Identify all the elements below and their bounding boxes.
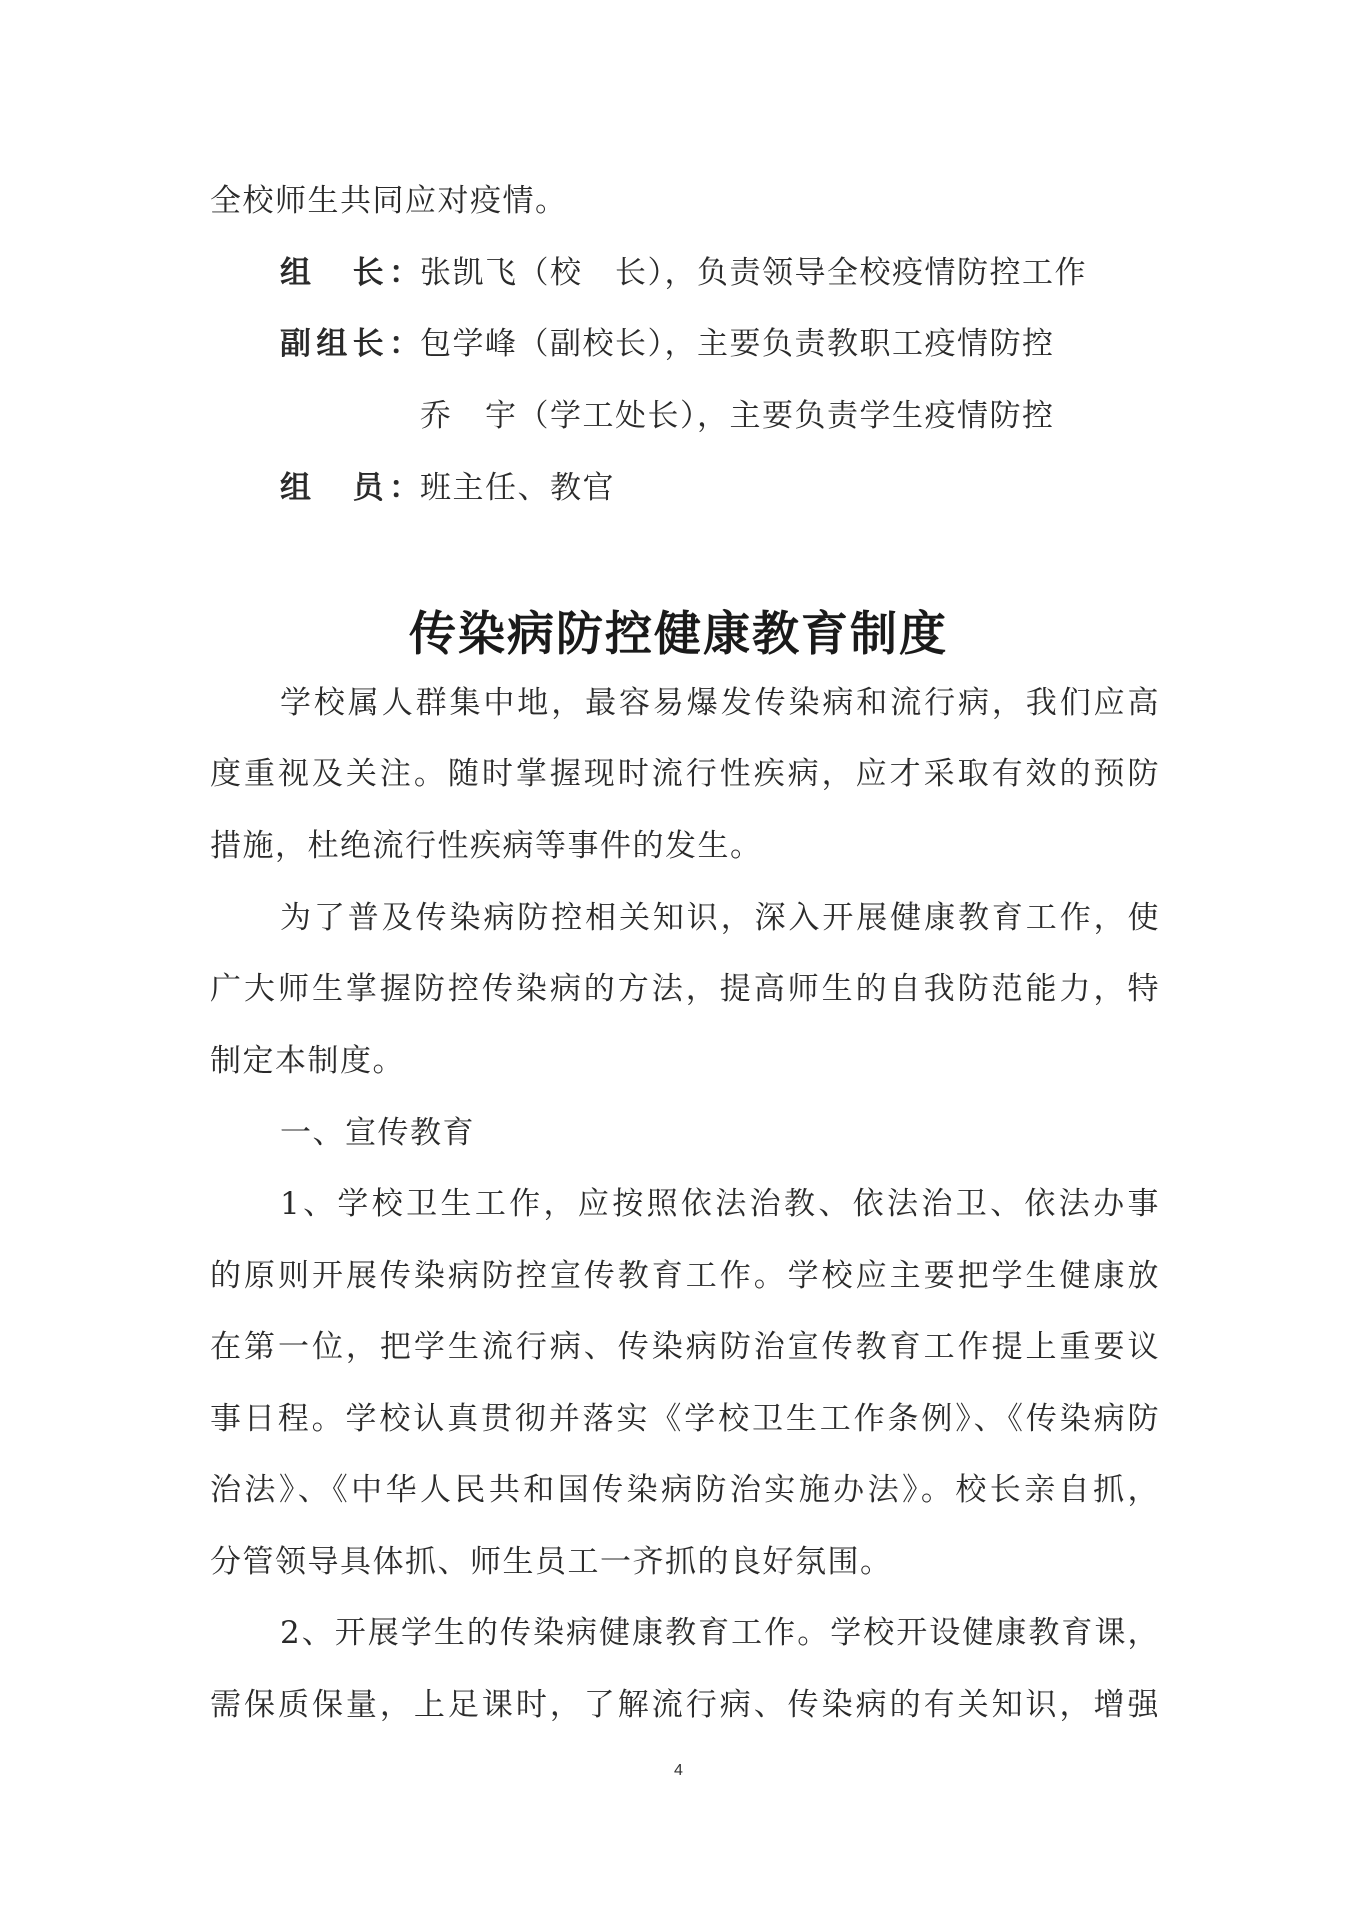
team-deputy-row xyxy=(280,324,1055,364)
p3-line-6: 分管领导具体抓、师生员工一齐抓的良好氛围。 xyxy=(210,1544,893,1580)
deputy-label: 副组长： xyxy=(280,326,420,362)
leader-label: 组 长： xyxy=(280,255,420,291)
team-deputy2-row xyxy=(280,396,1055,436)
p3-line-3: 在第一位，把学生流行病、传染病防治宣传教育工作提上重要议 xyxy=(210,1329,1160,1365)
page-number: 4 xyxy=(674,1762,683,1779)
deputy1-text: 包学峰（副校长），主要负责教职工疫情防控 xyxy=(420,326,1055,362)
p1-line-3: 措施，杜绝流行性疾病等事件的发生。 xyxy=(210,828,763,864)
member-text: 班主任、教官 xyxy=(420,470,615,506)
p1-line-2: 度重视及关注。随时掌握现时流行性疾病，应才采取有效的预防 xyxy=(210,756,1160,792)
p2-line-1: 为了普及传染病防控相关知识，深入开展健康教育工作，使 xyxy=(280,900,1160,936)
team-member-row xyxy=(280,468,615,508)
p4-line-1: 2、开展学生的传染病健康教育工作。学校开设健康教育课， xyxy=(280,1615,1160,1651)
p3-line-1: 1、学校卫生工作，应按照依法治教、依法治卫、依法办事 xyxy=(280,1186,1160,1222)
continuation-line: 全校师生共同应对疫情。 xyxy=(210,183,568,219)
team-leader-row xyxy=(280,253,1087,293)
p4-line-2: 需保质保量，上足课时，了解流行病、传染病的有关知识，增强 xyxy=(210,1687,1160,1723)
p1-line-1: 学校属人群集中地，最容易爆发传染病和流行病，我们应高 xyxy=(280,685,1160,721)
deputy2-text: 乔 宇（学工处长），主要负责学生疫情防控 xyxy=(420,398,1055,434)
p3-line-5: 治法》、《中华人民共和国传染病防治实施办法》。校长亲自抓， xyxy=(210,1472,1160,1508)
p2-line-2: 广大师生掌握防控传染病的方法，提高师生的自我防范能力，特 xyxy=(210,971,1160,1007)
member-label: 组 员： xyxy=(280,470,420,506)
p3-line-2: 的原则开展传染病防控宣传教育工作。学校应主要把学生健康放 xyxy=(210,1258,1160,1294)
document-title: 传染病防控健康教育制度 xyxy=(409,607,948,662)
leader-text: 张凯飞（校 长），负责领导全校疫情防控工作 xyxy=(420,255,1087,291)
p3-line-4: 事日程。学校认真贯彻并落实《学校卫生工作条例》、《传染病防 xyxy=(210,1401,1160,1437)
p2-line-3: 制定本制度。 xyxy=(210,1043,405,1079)
section-heading-1: 一、宣传教育 xyxy=(280,1115,475,1151)
